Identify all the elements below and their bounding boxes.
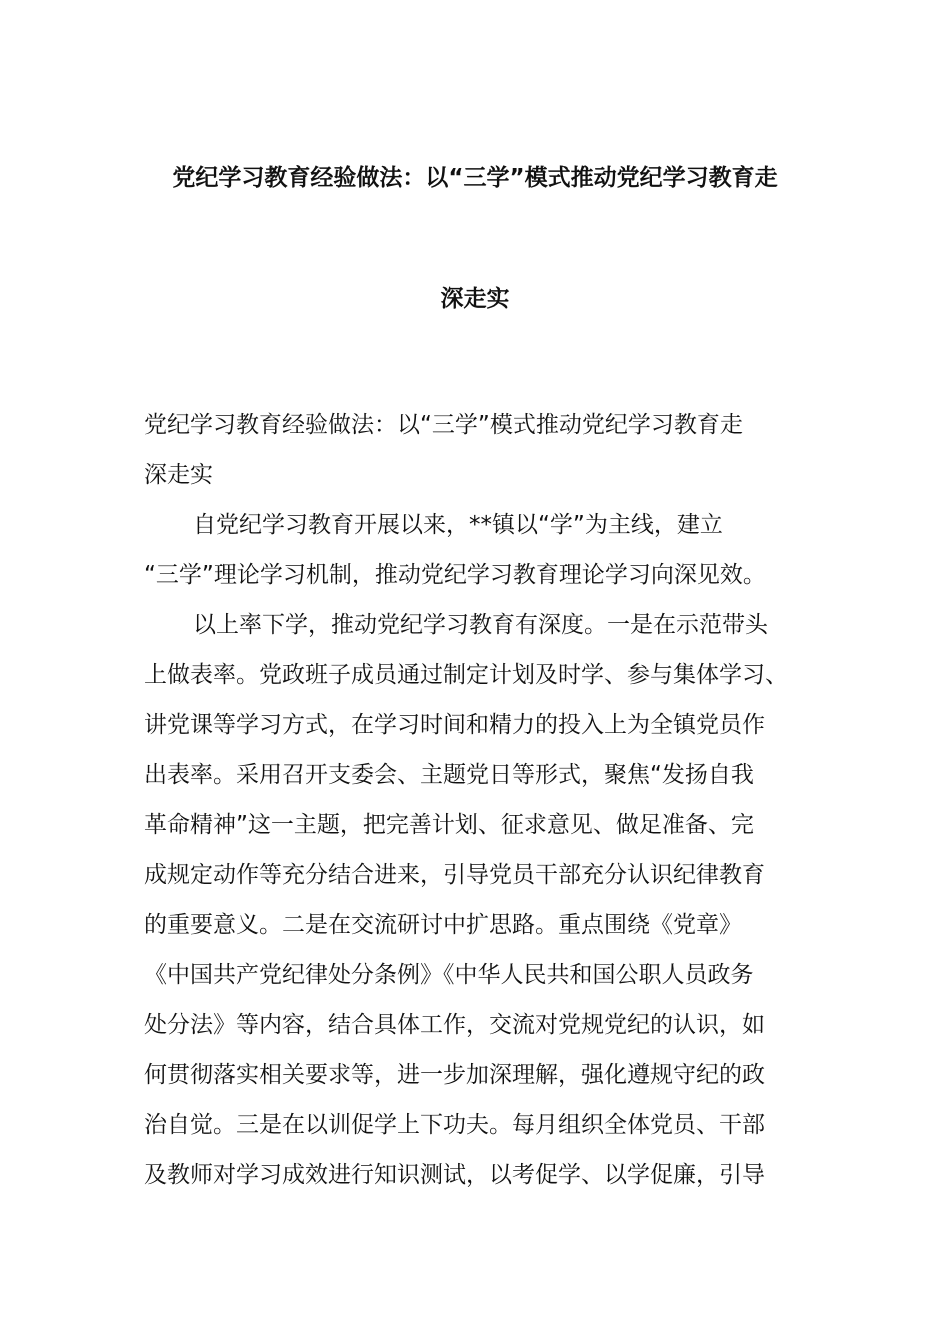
document-title-line-2: 深走实 xyxy=(440,286,510,312)
body-line: 深走实 xyxy=(144,462,213,488)
paragraph-first-line: 以上率下学，推动党纪学习教育有深度。一是在示范带头 xyxy=(193,612,768,638)
body-line: 处分法》等内容，结合具体工作，交流对党规党纪的认识，如 xyxy=(144,1012,765,1038)
body-line: “三学”理论学习机制，推动党纪学习教育理论学习向深见效。 xyxy=(144,562,766,588)
document-body xyxy=(144,400,824,1200)
document-title-line-1: 党纪学习教育经验做法：以“三学”模式推动党纪学习教育走 xyxy=(172,165,778,191)
body-line: 治自觉。三是在以训促学上下功夫。每月组织全体党员、干部 xyxy=(144,1112,765,1138)
body-line: 《中国共产党纪律处分条例》《中华人民共和国公职人员政务 xyxy=(144,962,754,988)
body-line: 及教师对学习成效进行知识测试，以考促学、以学促廉，引导 xyxy=(144,1162,765,1188)
body-line: 何贯彻落实相关要求等，进一步加深理解，强化遵规守纪的政 xyxy=(144,1062,765,1088)
paragraph-first-line: 自党纪学习教育开展以来，**镇以“学”为主线，建立 xyxy=(193,512,723,538)
body-line: 上做表率。党政班子成员通过制定计划及时学、参与集体学习、 xyxy=(144,662,788,688)
body-line: 革命精神”这一主题，把完善计划、征求意见、做足准备、完 xyxy=(144,812,754,838)
body-line: 成规定动作等充分结合进来，引导党员干部充分认识纪律教育 xyxy=(144,862,765,888)
body-line: 党纪学习教育经验做法：以“三学”模式推动党纪学习教育走 xyxy=(144,412,743,438)
body-line: 出表率。采用召开支委会、主题党日等形式，聚焦“发扬自我 xyxy=(144,762,754,788)
body-line: 的重要意义。二是在交流研讨中扩思路。重点围绕《党章》 xyxy=(144,912,742,938)
body-line: 讲党课等学习方式，在学习时间和精力的投入上为全镇党员作 xyxy=(144,712,765,738)
